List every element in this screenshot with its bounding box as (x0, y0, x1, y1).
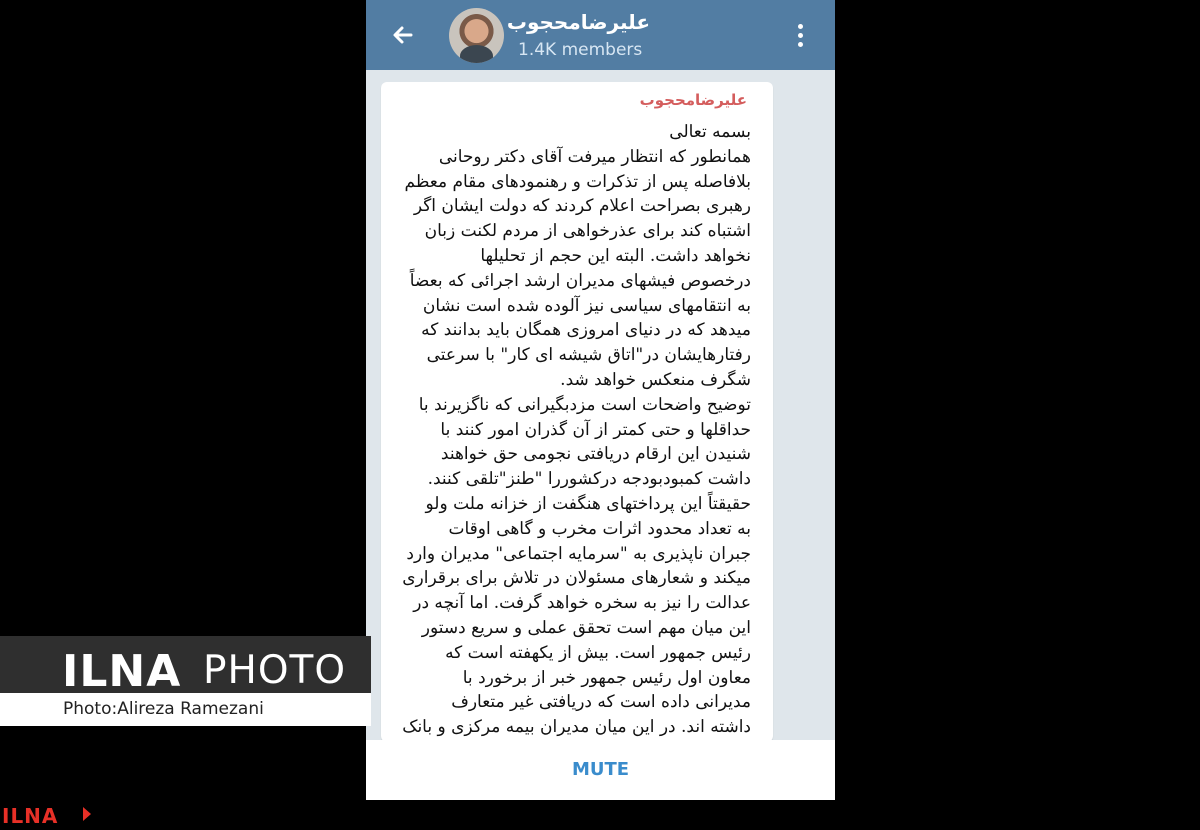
photo-label: PHOTO (203, 648, 347, 693)
channel-avatar[interactable] (449, 8, 504, 63)
photo-credit: Photo:Alireza Ramezani (63, 699, 264, 719)
footer-bar (0, 800, 1200, 830)
footer-ilna-logo: ILNA (2, 804, 59, 828)
mute-button[interactable]: MUTE (366, 740, 835, 800)
chat-header (366, 0, 835, 70)
telegram-phone-screen (366, 0, 835, 800)
member-count: 1.4K members (518, 40, 643, 60)
vertical-dots-icon[interactable] (798, 24, 804, 48)
channel-message (381, 82, 773, 742)
message-sender: علیرضامحجوب (639, 91, 747, 109)
play-triangle-icon (82, 806, 92, 822)
channel-title[interactable]: علیرضامحجوب (506, 10, 650, 34)
message-text: بسمه تعالی همانطور که انتظار میرفت آقای دکتر روحانی بلافاصله پس از تذکرات و رهنمودهای مقام معظم رهبری بصراحت اعلام کردند که دولت ایشان اگر اشتباه کند برای عذرخواهی از مردم لکنت زبان نخواهد داشت. البته این حجم از تحلیلها درخصوص فیشهای مدیران ارشد اجرائی که بعضاً به انتقامهای سیاسی نیز آلوده شده است نشان میدهد که در دنیای امروزی همگان باید بدانند که رفتارهایشان در"اتاق شیشه ای کار" با سرعتی شگرف منعکس خواهد شد. توضیح واضحات است مزدبگیرانی که ناگزیرند با حداقلها و حتی کمتر از آن گذران امور کنند با شنیدن این ارقام دریافتی نجومی حق خواهند داشت کمبودبودجه درکشوررا "طنز"تلقی کنند. حقیقتاً این پرداختهای هنگفت از خزانه ملت ولو به تعداد محدود اثرات مخرب و گاهی اوقات جبران ناپذیری به "سرمایه اجتماعی" مدیران وارد میکند و شعارهای مسئولان در تلاش برای برقراری عدالت را نیز به سخره خواهد گرفت. اما آنچه در این میان مهم است تحقق عملی و سریع دستور رئیس جمهور است. بیش از یکهفته است که معاون اول رئیس جمهور خبر از برخورد با مدیرانی داده است که دریافتی غیر متعارف داشته اند. در این میان مدیران بیمه مرکزی و بانک (402, 122, 751, 738)
ilna-photo-watermark (0, 636, 371, 726)
ilna-logo-text: ILNA (62, 646, 182, 697)
arrow-left-icon[interactable] (388, 20, 418, 50)
